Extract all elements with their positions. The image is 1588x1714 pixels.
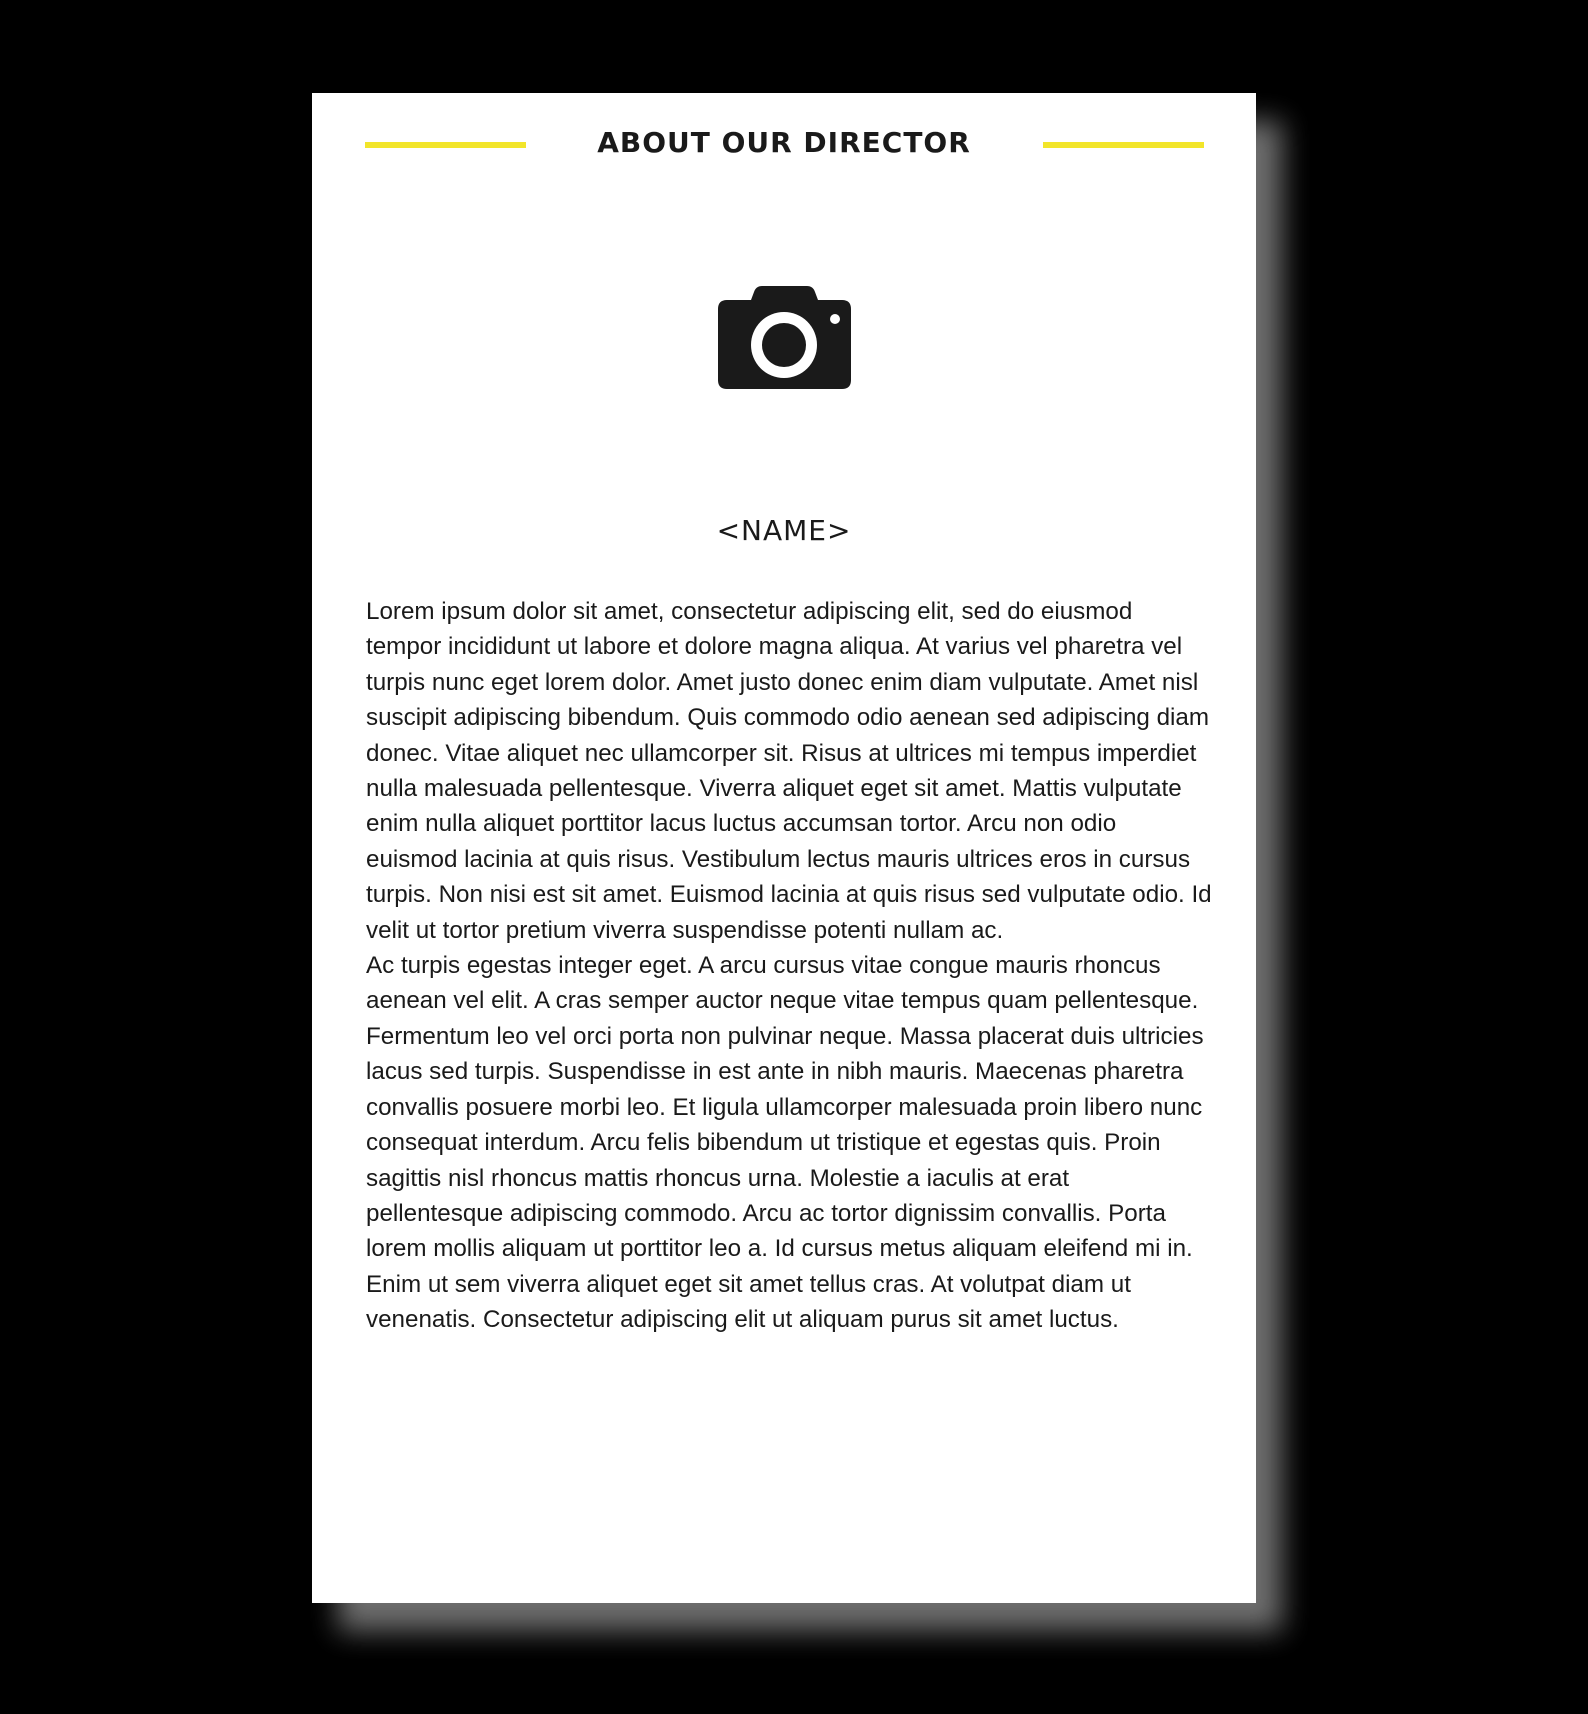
- page-title: ABOUT OUR DIRECTOR: [597, 126, 971, 159]
- director-bio: [366, 594, 1212, 1338]
- document-page: [312, 93, 1256, 1603]
- bio-paragraph: Ac turpis egestas integer eget. A arcu cursus vitae congue mauris rhoncus aenean vel elit. A cras semper auctor neque vitae tempus quam pellentesque. Fermentum leo vel orci porta non pulvinar neque. Massa placerat duis ultricies lacus sed turpis. Suspendisse in est ante in nibh mauris. Maecenas pharetra convallis posuere morbi leo. Et ligula ullamcorper malesuada proin libero nunc consequat interdum. Arcu felis bibendum ut tristique et egestas quis. Proin sagittis nisl rhoncus mattis rhoncus urna. Molestie a iaculis at erat pellentesque adipiscing commodo. Arcu ac tortor dignissim convallis. Porta lorem mollis aliquam ut porttitor leo a. Id cursus metus aliquam eleifend mi in. Enim ut sem viverra aliquet eget sit amet tellus cras. At volutpat diam ut venenatis. Consectetur adipiscing elit ut aliquam purus sit amet luctus.: [366, 952, 1204, 1334]
- bio-paragraph: Lorem ipsum dolor sit amet, consectetur adipiscing elit, sed do eiusmod tempor incididunt ut labore et dolore magna aliqua. At varius vel pharetra vel turpis nunc eget lorem dolor. Amet justo donec enim diam vulputate. Amet nisl suscipit adipiscing bibendum. Quis commodo odio aenean sed adipiscing diam donec. Vitae aliquet nec ullamcorper sit. Risus at ultrices mi tempus imperdiet nulla malesuada pellentesque. Viverra aliquet eget sit amet. Mattis vulputate enim nulla aliquet porttitor lacus luctus accumsan tortor. Arcu non odio euismod lacinia at quis risus. Vestibulum lectus mauris ultrices eros in cursus turpis. Non nisi est sit amet. Euismod lacinia at quis risus sed vulputate odio. Id velit ut tortor pretium viverra suspendisse potenti nullam ac.: [366, 598, 1212, 944]
- camera-icon: [718, 286, 851, 389]
- page-header: [312, 93, 1256, 203]
- photo-placeholder[interactable]: [718, 286, 851, 389]
- director-name: <NAME>: [716, 514, 852, 547]
- accent-rule-right: [1043, 142, 1204, 148]
